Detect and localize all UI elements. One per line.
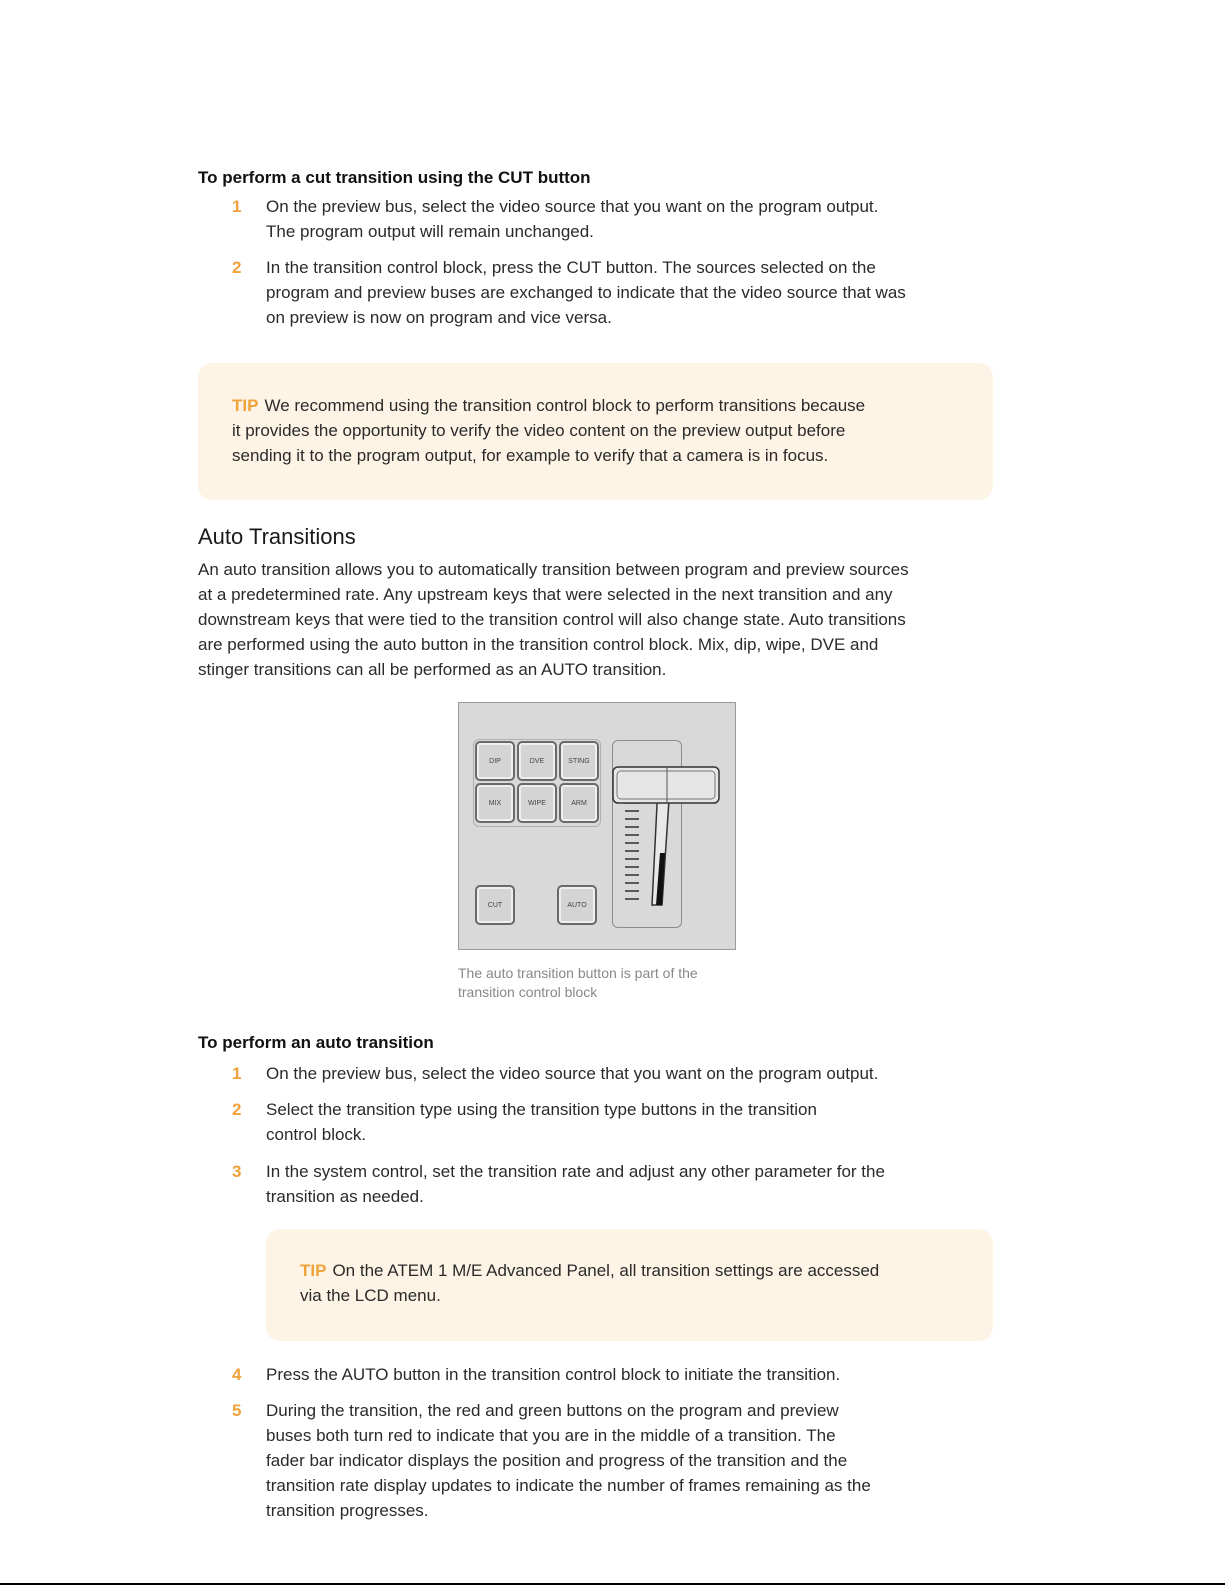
- step-text: [266, 1097, 817, 1147]
- step-line: control block.: [266, 1125, 367, 1144]
- paragraph-line: An auto transition allows you to automatically transition between program and preview sources: [198, 560, 909, 579]
- step-line: Select the transition type using the transition type buttons in the transition: [266, 1100, 817, 1119]
- auto-paragraph: [198, 557, 998, 682]
- step-line: transition rate display updates to indicate the number of frames remaining as the: [266, 1476, 871, 1495]
- fader-bar-icon: [609, 753, 725, 923]
- auto-button: AUTO: [557, 885, 597, 925]
- cut-button: CUT: [475, 885, 515, 925]
- tip-label: TIP: [232, 396, 259, 415]
- section-title-auto-transitions: Auto Transitions: [198, 524, 356, 549]
- paragraph-line: are performed using the auto button in the transition control block. Mix, dip, wipe, DVE and: [198, 635, 879, 654]
- mix-button: MIX: [475, 783, 515, 823]
- tip-label: TIP: [300, 1261, 327, 1280]
- tip-box: [266, 1229, 993, 1341]
- step-number: 2: [232, 1100, 242, 1119]
- step-line: In the system control, set the transition rate and adjust any other parameter for the: [266, 1162, 885, 1181]
- tip-line: it provides the opportunity to verify the video content on the preview output before: [232, 421, 846, 440]
- step-line: Press the AUTO button in the transition control block to initiate the transition.: [266, 1365, 841, 1384]
- section-heading-cut: To perform a cut transition using the CUT button: [198, 168, 591, 187]
- tip-line: sending it to the program output, for example to verify that a camera is in focus.: [232, 446, 829, 465]
- step-line: On the preview bus, select the video source that you want on the program output.: [266, 1064, 879, 1083]
- step-number: 4: [232, 1365, 242, 1384]
- step-text: [266, 1398, 871, 1523]
- step-number: 3: [232, 1162, 242, 1181]
- step-text: [266, 1362, 840, 1387]
- step-line: on preview is now on program and vice versa.: [266, 308, 612, 327]
- step-number: 5: [232, 1401, 242, 1420]
- tip-line: via the LCD menu.: [300, 1286, 441, 1305]
- wipe-button: WIPE: [517, 783, 557, 823]
- tip-box: [198, 363, 993, 500]
- caption-line: The auto transition button is part of the: [458, 965, 698, 981]
- step-line: program and preview buses are exchanged to indicate that the video source that was: [266, 283, 906, 302]
- step-number: 1: [232, 1064, 242, 1083]
- step-line: transition progresses.: [266, 1501, 429, 1520]
- section-heading-auto: To perform an auto transition: [198, 1033, 434, 1052]
- step-line: buses both turn red to indicate that you are in the middle of a transition. The: [266, 1426, 836, 1445]
- step-text: [266, 255, 906, 330]
- step-line: The program output will remain unchanged.: [266, 222, 594, 241]
- step-text: [266, 194, 878, 244]
- dve-button: DVE: [517, 741, 557, 781]
- transition-control-block-figure: [458, 702, 736, 950]
- dip-button: DIP: [475, 741, 515, 781]
- step-text: [266, 1061, 878, 1086]
- tip-text: [232, 393, 865, 468]
- caption-line: transition control block: [458, 984, 598, 1000]
- tip-line: On the ATEM 1 M/E Advanced Panel, all transition settings are accessed: [332, 1261, 880, 1280]
- arm-button: ARM: [559, 783, 599, 823]
- step-number: 2: [232, 258, 242, 277]
- step-number: 1: [232, 197, 242, 216]
- step-line: In the transition control block, press the CUT button. The sources selected on the: [266, 258, 876, 277]
- tip-line: We recommend using the transition control block to perform transitions because: [264, 396, 866, 415]
- paragraph-line: stinger transitions can all be performed as an AUTO transition.: [198, 660, 667, 679]
- step-line: During the transition, the red and green buttons on the program and preview: [266, 1401, 839, 1420]
- figure-caption: [458, 964, 748, 1002]
- step-line: fader bar indicator displays the position and progress of the transition and the: [266, 1451, 848, 1470]
- step-text: [266, 1159, 885, 1209]
- step-line: On the preview bus, select the video source that you want on the program output.: [266, 197, 879, 216]
- sting-button: STING: [559, 741, 599, 781]
- step-line: transition as needed.: [266, 1187, 424, 1206]
- paragraph-line: at a predetermined rate. Any upstream keys that were selected in the next transition and any: [198, 585, 893, 604]
- tip-text: [300, 1258, 879, 1308]
- paragraph-line: downstream keys that were tied to the transition control will also change state. Auto transitions: [198, 610, 906, 629]
